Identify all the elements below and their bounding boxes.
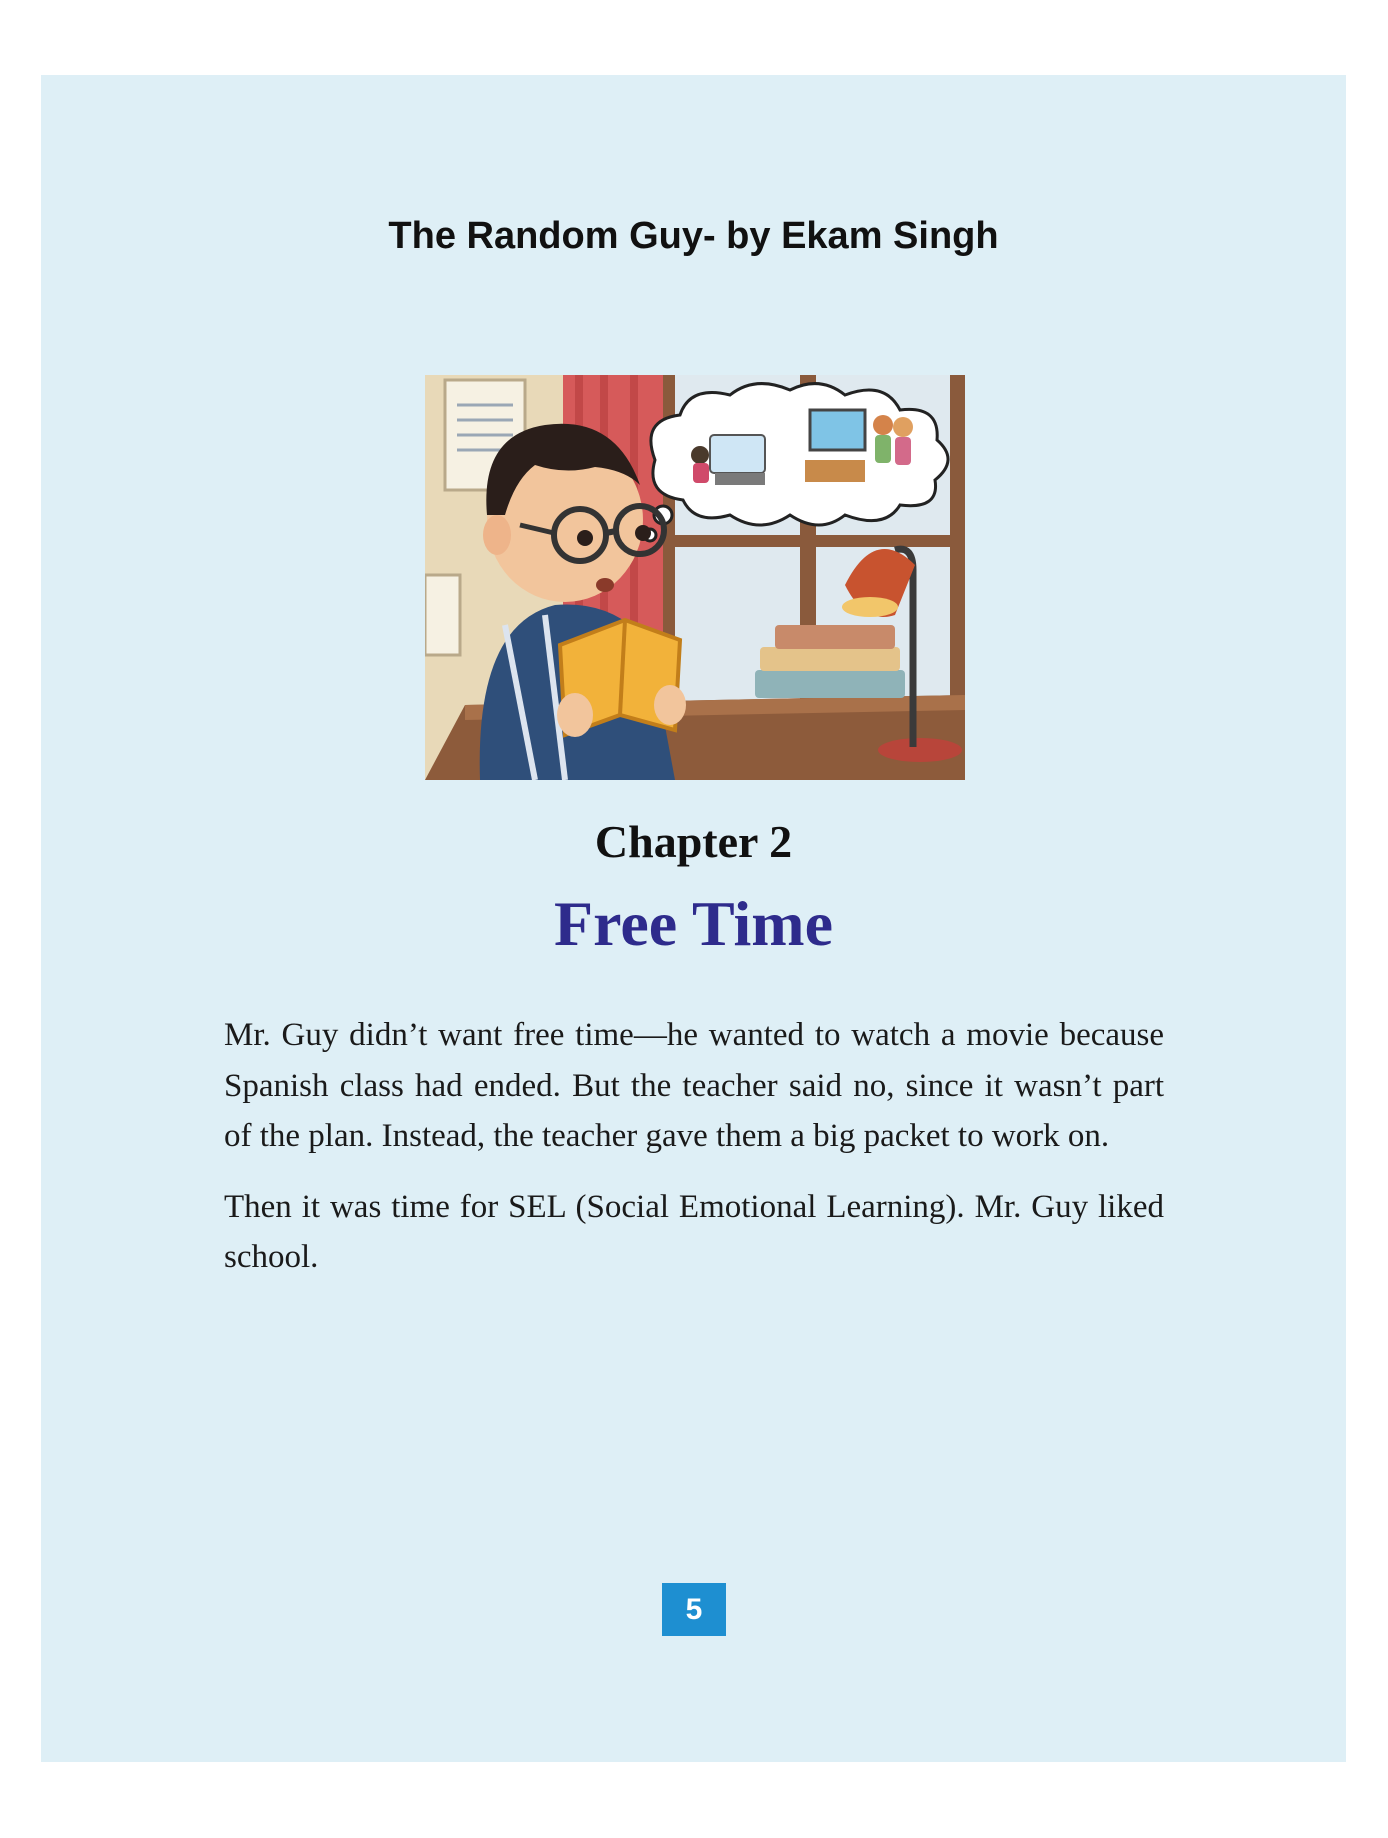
book-title: The Random Guy- by Ekam Singh xyxy=(388,215,999,257)
page-panel xyxy=(41,75,1346,1762)
chapter-number: Chapter 2 xyxy=(594,816,793,867)
paragraph: Then it was time for SEL (Social Emotional Learning). Mr. Guy liked school. xyxy=(224,1188,1164,1275)
boy-reading-illustration xyxy=(425,375,965,780)
chapter-title: Free Time xyxy=(553,888,834,959)
page-number-badge: 5 xyxy=(662,1583,726,1636)
story-text xyxy=(224,1010,1164,1303)
paragraph: Mr. Guy didn’t want free time—he wanted to watch a movie because Spanish class had ended. But the teacher said no, since it wasn’t part of the plan. Instead, the teacher gave them a big packet to work on. xyxy=(224,1017,1164,1154)
